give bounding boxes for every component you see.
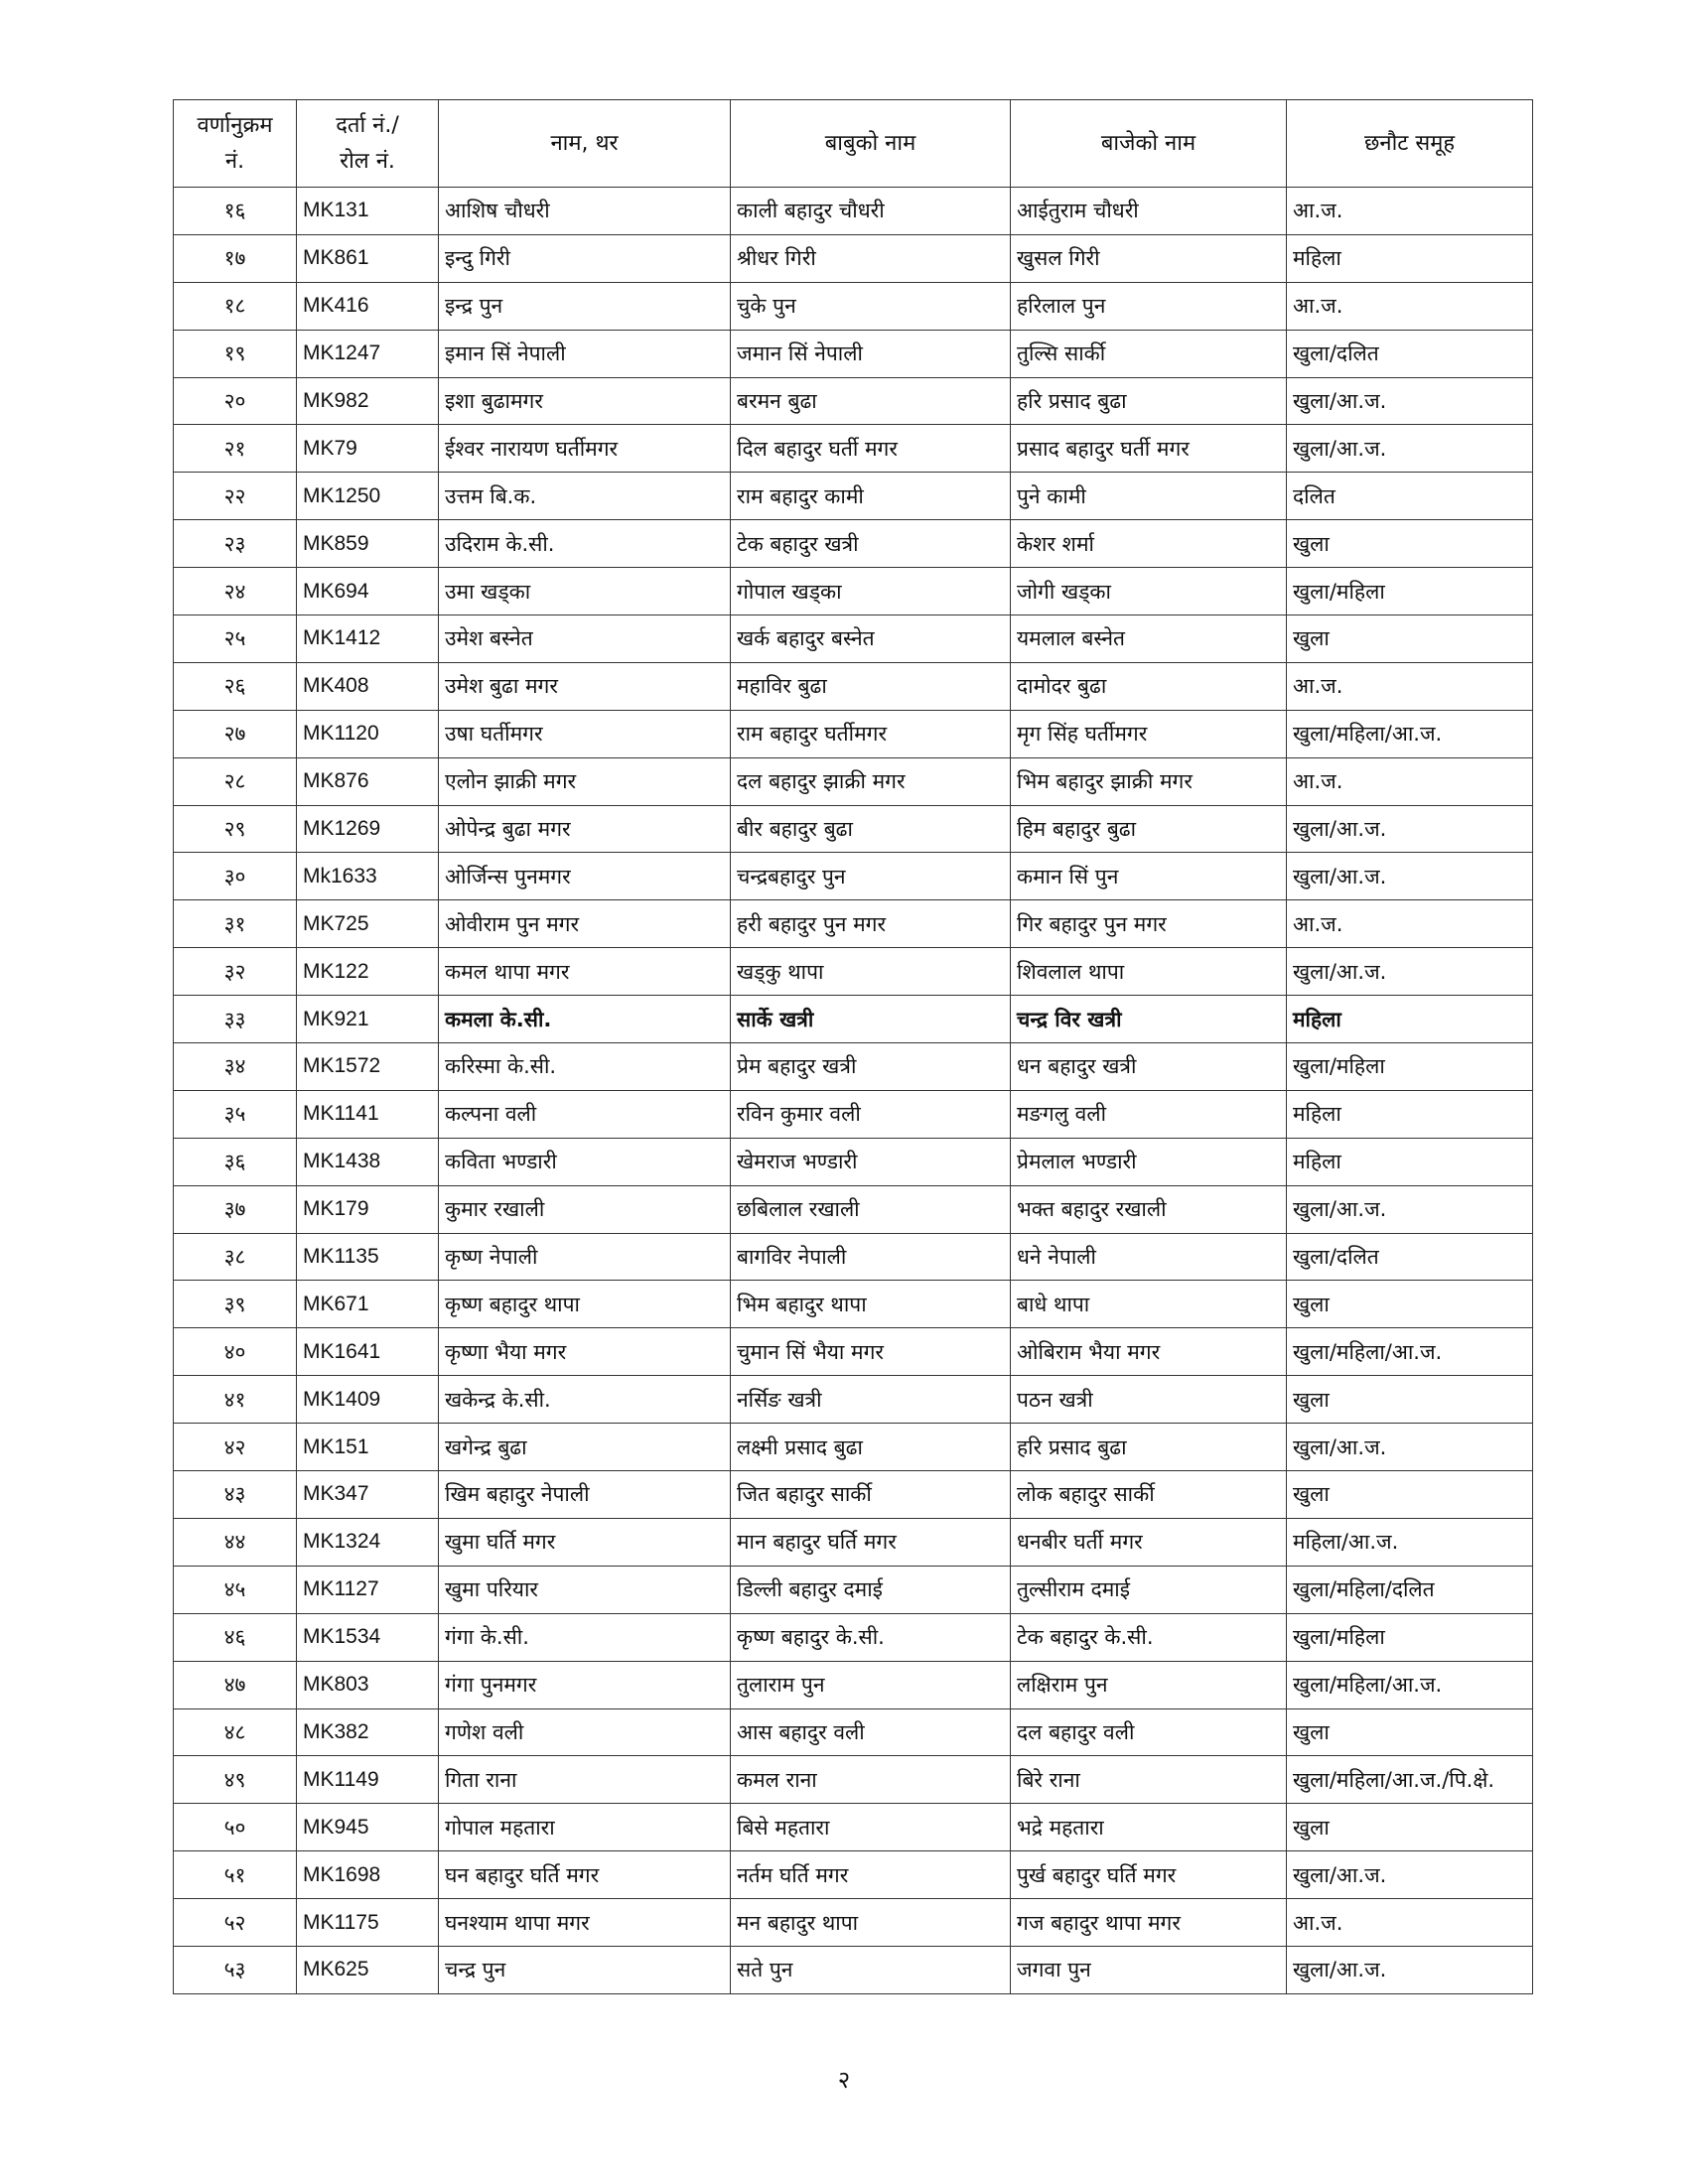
table-row [174, 1851, 1533, 1899]
table-row [174, 948, 1533, 996]
selection-group-cell: खुला/आ.ज. [1287, 377, 1533, 425]
table-row [174, 282, 1533, 330]
name-cell: उदिराम के.सी. [439, 520, 731, 568]
serial-cell: २९ [174, 805, 297, 853]
table-row [174, 1946, 1533, 1993]
name-cell: खगेन्द्र बुढा [439, 1424, 731, 1471]
selection-group-cell: खुला/आ.ज. [1287, 425, 1533, 473]
name-cell: आशिष चौधरी [439, 188, 731, 235]
father-name-cell: तुलाराम पुन [731, 1661, 1011, 1708]
selection-group-cell: खुला/आ.ज. [1287, 853, 1533, 900]
serial-cell: २७ [174, 710, 297, 757]
name-cell: गंगा के.सी. [439, 1613, 731, 1661]
serial-cell: ५० [174, 1804, 297, 1851]
serial-cell: १६ [174, 188, 297, 235]
header-name: नाम, थर [439, 100, 731, 188]
header-father: बाबुको नाम [731, 100, 1011, 188]
selection-group-cell: खुला/दलित [1287, 330, 1533, 377]
grandfather-name-cell: धन बहादुर खत्री [1011, 1043, 1287, 1091]
serial-cell: ३७ [174, 1185, 297, 1233]
candidate-table [173, 99, 1533, 1994]
selection-group-cell: आ.ज. [1287, 188, 1533, 235]
table-row [174, 1043, 1533, 1091]
roll-number-cell: MK945 [297, 1804, 439, 1851]
table-row [174, 520, 1533, 568]
serial-cell: २५ [174, 615, 297, 663]
roll-number-cell: MK1534 [297, 1613, 439, 1661]
grandfather-name-cell: चन्द्र विर खत्री [1011, 996, 1287, 1043]
roll-number-cell: MK347 [297, 1471, 439, 1519]
father-name-cell: चुके पुन [731, 282, 1011, 330]
serial-cell: १८ [174, 282, 297, 330]
grandfather-name-cell: पुने कामी [1011, 473, 1287, 520]
serial-cell: ४१ [174, 1376, 297, 1424]
serial-cell: ४० [174, 1328, 297, 1376]
father-name-cell: कृष्ण बहादुर के.सी. [731, 1613, 1011, 1661]
father-name-cell: मान बहादुर घर्ति मगर [731, 1518, 1011, 1566]
name-cell: खिम बहादुर नेपाली [439, 1471, 731, 1519]
table-row [174, 1613, 1533, 1661]
selection-group-cell: आ.ज. [1287, 282, 1533, 330]
table-row [174, 1090, 1533, 1138]
name-cell: उमेश बस्नेत [439, 615, 731, 663]
roll-number-cell: MK694 [297, 568, 439, 615]
grandfather-name-cell: यमलाल बस्नेत [1011, 615, 1287, 663]
name-cell: उमा खड्का [439, 568, 731, 615]
selection-group-cell: महिला/आ.ज. [1287, 1518, 1533, 1566]
serial-cell: २६ [174, 662, 297, 710]
header-grandfather: बाजेको नाम [1011, 100, 1287, 188]
name-cell: गणेश वली [439, 1708, 731, 1756]
father-name-cell: काली बहादुर चौधरी [731, 188, 1011, 235]
father-name-cell: खर्क बहादुर बस्नेत [731, 615, 1011, 663]
grandfather-name-cell: कमान सिं पुन [1011, 853, 1287, 900]
father-name-cell: गोपाल खड्का [731, 568, 1011, 615]
grandfather-name-cell: भिम बहादुर झाक्री मगर [1011, 757, 1287, 805]
selection-group-cell: खुला [1287, 1376, 1533, 1424]
table-row [174, 473, 1533, 520]
selection-group-cell: खुला/महिला [1287, 1613, 1533, 1661]
name-cell: कविता भण्डारी [439, 1138, 731, 1185]
serial-cell: ३८ [174, 1233, 297, 1281]
name-cell: कृष्ण नेपाली [439, 1233, 731, 1281]
serial-cell: ४६ [174, 1613, 297, 1661]
roll-number-cell: MK1149 [297, 1756, 439, 1804]
name-cell: ईश्वर नारायण घर्तीमगर [439, 425, 731, 473]
table-row [174, 805, 1533, 853]
selection-group-cell: खुला/महिला/आ.ज. [1287, 710, 1533, 757]
roll-number-cell: MK1572 [297, 1043, 439, 1091]
grandfather-name-cell: गिर बहादुर पुन मगर [1011, 900, 1287, 948]
grandfather-name-cell: दल बहादुर वली [1011, 1708, 1287, 1756]
selection-group-cell: खुला/महिला/आ.ज. [1287, 1661, 1533, 1708]
selection-group-cell: खुला [1287, 1804, 1533, 1851]
roll-number-cell: MK1250 [297, 473, 439, 520]
page-number: २ [837, 2066, 851, 2094]
father-name-cell: मन बहादुर थापा [731, 1899, 1011, 1947]
roll-number-cell: Mk1633 [297, 853, 439, 900]
grandfather-name-cell: हरि प्रसाद बुढा [1011, 1424, 1287, 1471]
table-row [174, 615, 1533, 663]
table-row [174, 757, 1533, 805]
father-name-cell: बिसे महतारा [731, 1804, 1011, 1851]
grandfather-name-cell: गज बहादुर थापा मगर [1011, 1899, 1287, 1947]
grandfather-name-cell: धनबीर घर्ती मगर [1011, 1518, 1287, 1566]
roll-number-cell: MK179 [297, 1185, 439, 1233]
father-name-cell: रविन कुमार वली [731, 1090, 1011, 1138]
table-row [174, 377, 1533, 425]
grandfather-name-cell: लोक बहादुर सार्की [1011, 1471, 1287, 1519]
selection-group-cell: महिला [1287, 1138, 1533, 1185]
grandfather-name-cell: तुल्सीराम दमाई [1011, 1566, 1287, 1613]
selection-group-cell: खुला/आ.ज. [1287, 1424, 1533, 1471]
roll-number-cell: MK1247 [297, 330, 439, 377]
father-name-cell: दल बहादुर झाक्री मगर [731, 757, 1011, 805]
grandfather-name-cell: मङगलु वली [1011, 1090, 1287, 1138]
name-cell: कमला के.सी. [439, 996, 731, 1043]
serial-cell: ४९ [174, 1756, 297, 1804]
serial-cell: ५२ [174, 1899, 297, 1947]
header-serial-line2: नं. [224, 148, 245, 174]
selection-group-cell: खुला/आ.ज. [1287, 1946, 1533, 1993]
father-name-cell: लक्ष्मी प्रसाद बुढा [731, 1424, 1011, 1471]
grandfather-name-cell: टेक बहादुर के.सी. [1011, 1613, 1287, 1661]
roll-number-cell: MK671 [297, 1281, 439, 1328]
grandfather-name-cell: पुर्ख बहादुर घर्ति मगर [1011, 1851, 1287, 1899]
roll-number-cell: MK803 [297, 1661, 439, 1708]
serial-cell: ३९ [174, 1281, 297, 1328]
roll-number-cell: MK1120 [297, 710, 439, 757]
name-cell: खुमा परियार [439, 1566, 731, 1613]
serial-cell: २४ [174, 568, 297, 615]
name-cell: गोपाल महतारा [439, 1804, 731, 1851]
serial-cell: ४७ [174, 1661, 297, 1708]
roll-number-cell: MK1324 [297, 1518, 439, 1566]
table-row [174, 1233, 1533, 1281]
selection-group-cell: महिला [1287, 996, 1533, 1043]
roll-number-cell: MK79 [297, 425, 439, 473]
name-cell: इन्द्र पुन [439, 282, 731, 330]
table-row [174, 900, 1533, 948]
selection-group-cell: खुला/आ.ज. [1287, 1185, 1533, 1233]
header-serial [174, 100, 297, 188]
roll-number-cell: MK131 [297, 188, 439, 235]
name-cell: इमान सिं नेपाली [439, 330, 731, 377]
name-cell: उत्तम बि.क. [439, 473, 731, 520]
roll-number-cell: MK859 [297, 520, 439, 568]
serial-cell: ३१ [174, 900, 297, 948]
father-name-cell: सते पुन [731, 1946, 1011, 1993]
table-row [174, 1708, 1533, 1756]
name-cell: एलोन झाक्री मगर [439, 757, 731, 805]
table-row [174, 234, 1533, 282]
father-name-cell: छबिलाल रखाली [731, 1185, 1011, 1233]
serial-cell: ४८ [174, 1708, 297, 1756]
table-row [174, 710, 1533, 757]
father-name-cell: चन्द्रबहादुर पुन [731, 853, 1011, 900]
selection-group-cell: दलित [1287, 473, 1533, 520]
selection-group-cell: खुला/दलित [1287, 1233, 1533, 1281]
table-row [174, 1376, 1533, 1424]
selection-group-cell: खुला/महिला [1287, 1043, 1533, 1091]
father-name-cell: जित बहादुर सार्की [731, 1471, 1011, 1519]
father-name-cell: दिल बहादुर घर्ती मगर [731, 425, 1011, 473]
selection-group-cell: खुला [1287, 1281, 1533, 1328]
name-cell: कुमार रखाली [439, 1185, 731, 1233]
grandfather-name-cell: दामोदर बुढा [1011, 662, 1287, 710]
father-name-cell: खेमराज भण्डारी [731, 1138, 1011, 1185]
serial-cell: ३५ [174, 1090, 297, 1138]
selection-group-cell: खुला/महिला [1287, 568, 1533, 615]
table-row [174, 853, 1533, 900]
selection-group-cell: खुला/आ.ज. [1287, 1851, 1533, 1899]
name-cell: गिता राना [439, 1756, 731, 1804]
table-row [174, 662, 1533, 710]
selection-group-cell: आ.ज. [1287, 662, 1533, 710]
father-name-cell: बागविर नेपाली [731, 1233, 1011, 1281]
father-name-cell: आस बहादुर वली [731, 1708, 1011, 1756]
roll-number-cell: MK1127 [297, 1566, 439, 1613]
roll-number-cell: MK921 [297, 996, 439, 1043]
table-row [174, 1138, 1533, 1185]
selection-group-cell: आ.ज. [1287, 1899, 1533, 1947]
serial-cell: ४५ [174, 1566, 297, 1613]
name-cell: इन्दु गिरी [439, 234, 731, 282]
selection-group-cell: खुला [1287, 1708, 1533, 1756]
serial-cell: ३४ [174, 1043, 297, 1091]
table-row [174, 330, 1533, 377]
name-cell: घनश्याम थापा मगर [439, 1899, 731, 1947]
grandfather-name-cell: प्रसाद बहादुर घर्ती मगर [1011, 425, 1287, 473]
roll-number-cell: MK725 [297, 900, 439, 948]
grandfather-name-cell: आईतुराम चौधरी [1011, 188, 1287, 235]
selection-group-cell: महिला [1287, 1090, 1533, 1138]
father-name-cell: प्रेम बहादुर खत्री [731, 1043, 1011, 1091]
father-name-cell: नर्तम घर्ति मगर [731, 1851, 1011, 1899]
roll-number-cell: MK876 [297, 757, 439, 805]
roll-number-cell: MK1409 [297, 1376, 439, 1424]
grandfather-name-cell: हरि प्रसाद बुढा [1011, 377, 1287, 425]
selection-group-cell: खुला/महिला/आ.ज./पि.क्षे. [1287, 1756, 1533, 1804]
table-row [174, 1471, 1533, 1519]
father-name-cell: कमल राना [731, 1756, 1011, 1804]
father-name-cell: राम बहादुर घर्तीमगर [731, 710, 1011, 757]
serial-cell: २८ [174, 757, 297, 805]
roll-number-cell: MK122 [297, 948, 439, 996]
father-name-cell: बरमन बुढा [731, 377, 1011, 425]
header-roll-line2: रोल नं. [340, 148, 395, 174]
grandfather-name-cell: मृग सिंह घर्तीमगर [1011, 710, 1287, 757]
father-name-cell: भिम बहादुर थापा [731, 1281, 1011, 1328]
table-row [174, 1328, 1533, 1376]
name-cell: कमल थापा मगर [439, 948, 731, 996]
father-name-cell: नर्सिङ खत्री [731, 1376, 1011, 1424]
roll-number-cell: MK408 [297, 662, 439, 710]
father-name-cell: खड्कु थापा [731, 948, 1011, 996]
grandfather-name-cell: ओबिराम भैया मगर [1011, 1328, 1287, 1376]
selection-group-cell: खुला [1287, 1471, 1533, 1519]
roll-number-cell: MK982 [297, 377, 439, 425]
serial-cell: ३३ [174, 996, 297, 1043]
roll-number-cell: MK1135 [297, 1233, 439, 1281]
father-name-cell: बीर बहादुर बुढा [731, 805, 1011, 853]
table-row [174, 425, 1533, 473]
grandfather-name-cell: खुसल गिरी [1011, 234, 1287, 282]
table-row [174, 1899, 1533, 1947]
name-cell: कृष्ण बहादुर थापा [439, 1281, 731, 1328]
roll-number-cell: MK382 [297, 1708, 439, 1756]
table-row [174, 1424, 1533, 1471]
selection-group-cell: खुला/महिला/आ.ज. [1287, 1328, 1533, 1376]
roll-number-cell: MK1412 [297, 615, 439, 663]
name-cell: खुमा घर्ति मगर [439, 1518, 731, 1566]
name-cell: करिस्मा के.सी. [439, 1043, 731, 1091]
grandfather-name-cell: बिरे राना [1011, 1756, 1287, 1804]
table-row [174, 1281, 1533, 1328]
name-cell: गंगा पुनमगर [439, 1661, 731, 1708]
name-cell: खकेन्द्र के.सी. [439, 1376, 731, 1424]
roll-number-cell: MK1269 [297, 805, 439, 853]
selection-group-cell: खुला [1287, 615, 1533, 663]
selection-group-cell: आ.ज. [1287, 757, 1533, 805]
table-row [174, 1661, 1533, 1708]
serial-cell: ४४ [174, 1518, 297, 1566]
selection-group-cell: महिला [1287, 234, 1533, 282]
father-name-cell: सार्के खत्री [731, 996, 1011, 1043]
grandfather-name-cell: केशर शर्मा [1011, 520, 1287, 568]
name-cell: उमेश बुढा मगर [439, 662, 731, 710]
serial-cell: २१ [174, 425, 297, 473]
name-cell: ओवीराम पुन मगर [439, 900, 731, 948]
serial-cell: २२ [174, 473, 297, 520]
name-cell: ओपेन्द्र बुढा मगर [439, 805, 731, 853]
serial-cell: ३२ [174, 948, 297, 996]
name-cell: ओर्जिन्स पुनमगर [439, 853, 731, 900]
roll-number-cell: MK625 [297, 1946, 439, 1993]
table-row [174, 1518, 1533, 1566]
grandfather-name-cell: जगवा पुन [1011, 1946, 1287, 1993]
grandfather-name-cell: बाधे थापा [1011, 1281, 1287, 1328]
grandfather-name-cell: जोगी खड्का [1011, 568, 1287, 615]
grandfather-name-cell: तुल्सि सार्की [1011, 330, 1287, 377]
serial-cell: ५३ [174, 1946, 297, 1993]
name-cell: घन बहादुर घर्ति मगर [439, 1851, 731, 1899]
roll-number-cell: MK151 [297, 1424, 439, 1471]
table-header-row [174, 100, 1533, 188]
name-cell: चन्द्र पुन [439, 1946, 731, 1993]
father-name-cell: चुमान सिं भैया मगर [731, 1328, 1011, 1376]
header-serial-line1: वर्णानुक्रम [197, 112, 273, 138]
grandfather-name-cell: हरिलाल पुन [1011, 282, 1287, 330]
table-row [174, 1804, 1533, 1851]
father-name-cell: महाविर बुढा [731, 662, 1011, 710]
header-roll-line1: दर्ता नं./ [336, 112, 399, 138]
table-row [174, 1566, 1533, 1613]
serial-cell: १७ [174, 234, 297, 282]
serial-cell: ५१ [174, 1851, 297, 1899]
grandfather-name-cell: लक्षिराम पुन [1011, 1661, 1287, 1708]
selection-group-cell: खुला/महिला/दलित [1287, 1566, 1533, 1613]
roll-number-cell: MK416 [297, 282, 439, 330]
header-roll [297, 100, 439, 188]
grandfather-name-cell: हिम बहादुर बुढा [1011, 805, 1287, 853]
roll-number-cell: MK1141 [297, 1090, 439, 1138]
father-name-cell: डिल्ली बहादुर दमाई [731, 1566, 1011, 1613]
roll-number-cell: MK861 [297, 234, 439, 282]
roll-number-cell: MK1641 [297, 1328, 439, 1376]
name-cell: इशा बुढामगर [439, 377, 731, 425]
table-row [174, 568, 1533, 615]
table-row [174, 188, 1533, 235]
table-row [174, 996, 1533, 1043]
roll-number-cell: MK1175 [297, 1899, 439, 1947]
grandfather-name-cell: पठन खत्री [1011, 1376, 1287, 1424]
serial-cell: ३६ [174, 1138, 297, 1185]
roll-number-cell: MK1438 [297, 1138, 439, 1185]
serial-cell: १९ [174, 330, 297, 377]
grandfather-name-cell: प्रेमलाल भण्डारी [1011, 1138, 1287, 1185]
father-name-cell: श्रीधर गिरी [731, 234, 1011, 282]
father-name-cell: राम बहादुर कामी [731, 473, 1011, 520]
table-row [174, 1185, 1533, 1233]
serial-cell: २० [174, 377, 297, 425]
selection-group-cell: खुला/आ.ज. [1287, 948, 1533, 996]
grandfather-name-cell: भद्रे महतारा [1011, 1804, 1287, 1851]
name-cell: कृष्णा भैया मगर [439, 1328, 731, 1376]
selection-group-cell: खुला/आ.ज. [1287, 805, 1533, 853]
grandfather-name-cell: शिवलाल थापा [1011, 948, 1287, 996]
table-row [174, 1756, 1533, 1804]
serial-cell: २३ [174, 520, 297, 568]
father-name-cell: हरी बहादुर पुन मगर [731, 900, 1011, 948]
serial-cell: ३० [174, 853, 297, 900]
header-group: छनौट समूह [1287, 100, 1533, 188]
father-name-cell: टेक बहादुर खत्री [731, 520, 1011, 568]
selection-group-cell: आ.ज. [1287, 900, 1533, 948]
serial-cell: ४३ [174, 1471, 297, 1519]
serial-cell: ४२ [174, 1424, 297, 1471]
selection-group-cell: खुला [1287, 520, 1533, 568]
grandfather-name-cell: धने नेपाली [1011, 1233, 1287, 1281]
father-name-cell: जमान सिं नेपाली [731, 330, 1011, 377]
grandfather-name-cell: भक्त बहादुर रखाली [1011, 1185, 1287, 1233]
name-cell: कल्पना वली [439, 1090, 731, 1138]
name-cell: उषा घर्तीमगर [439, 710, 731, 757]
roll-number-cell: MK1698 [297, 1851, 439, 1899]
